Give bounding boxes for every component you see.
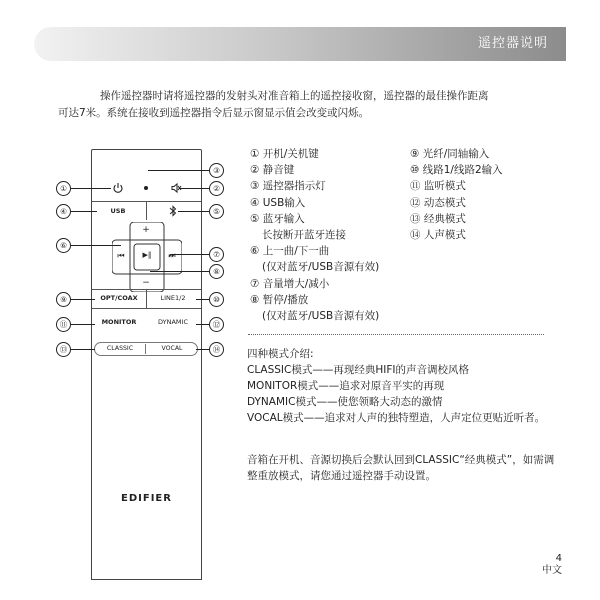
callout-leader [196,299,209,300]
callout-leader [178,211,209,212]
power-icon [112,182,124,194]
remote-divider [92,308,201,309]
remote-control [91,149,202,580]
indicator-light [144,186,148,190]
remote-divider [146,289,147,308]
callout-3: ③ [209,163,224,178]
legend-item-note: (仅对蓝牙/USB音源有效) [262,310,380,323]
callout-1: ① [56,181,71,196]
callout-leader [196,349,209,350]
modes-title: 四种模式介绍: [247,348,314,360]
next-icon: ⏭ [168,251,176,260]
legend-item: ⑥ 上一曲/下一曲 [250,245,330,258]
legend-left [250,146,379,324]
usb-button-label: USB [110,207,126,215]
header-bar [34,27,566,61]
volume-down-label: − [142,278,150,288]
callout-12: ⑫ [209,317,224,332]
legend-item: ⑦ 音量增大/减小 [250,277,330,290]
legend-right [410,146,503,243]
callout-leader [71,188,111,189]
callout-7: ⑦ [209,247,224,262]
callout-leader [148,170,209,171]
legend-item-note: 长按断开蓝牙连接 [262,229,346,242]
legend-item: ⑤ 蓝牙输入 [250,212,305,225]
callout-13: ⑬ [56,342,71,357]
legend-item: ① 开机/关机键 [250,148,319,160]
callout-14: ⑭ [209,342,224,357]
legend-item: ⑭ 人声模式 [410,229,466,242]
legend-item: ⑨ 光纤/同轴输入 [410,148,490,160]
bluetooth-icon [168,205,178,217]
intro-paragraph [58,88,558,122]
mode-classic: CLASSIC模式——再现经典HIFI的声音调校风格 [247,364,469,376]
callout-10: ⑩ [209,292,224,307]
legend-item: ② 静音键 [250,164,295,177]
mode-monitor: MONITOR模式——追求对原音平实的再现 [247,380,445,392]
legend-item-note: (仅对蓝牙/USB音源有效) [262,261,380,274]
mode-vocal: VOCAL模式——追求对人声的独特塑造，人声定位更贴近听者。 [247,412,546,424]
legend-item: ⑪ 监听模式 [410,180,466,193]
dotted-divider [248,334,544,335]
line-button-label: LINE1/2 [160,294,186,302]
intro-line-1: 操作遥控器时请将遥控器的发射头对准音箱上的遥控接收窗，遥控器的最佳操作距离 [100,90,489,102]
mode-dynamic: DYNAMIC模式——使您领略大动态的激情 [247,396,443,408]
legend-item: ⑧ 暂停/播放 [250,293,309,306]
callout-8: ⑧ [209,264,224,279]
legend-item: ⑩ 线路1/线路2输入 [410,164,503,177]
callout-5: ⑤ [209,204,224,219]
play-pause-icon: ▶‖ [142,251,152,259]
callout-leader [71,349,95,350]
classic-button-label: CLASSIC [106,345,134,352]
callout-leader [71,299,95,300]
callout-leader [196,324,209,325]
callout-11: ⑪ [56,317,71,332]
callout-9: ⑨ [56,292,71,307]
legend-item: ③ 遥控器指示灯 [250,180,326,193]
callout-leader [180,188,209,189]
default-mode-note: 音箱在开机、音源切换后会默认回到CLASSIC“经典模式”，如需调整重放模式，请您通过遥控器手动设置。 [247,454,555,482]
callout-leader [71,245,121,246]
page-footer [542,553,562,577]
opt-coax-button-label: OPT/COAX [100,294,138,302]
page-number: 4 [555,553,562,564]
vocal-button-label: VOCAL [161,345,183,352]
previous-icon: ⏮ [117,251,125,260]
legend-item: ⑫ 动态模式 [410,196,466,209]
callout-leader [71,211,97,212]
edifier-logo: EDIFIER [121,493,172,504]
classic-vocal-pill [94,342,198,356]
callout-2: ② [209,181,224,196]
intro-line-2: 可达7米。系统在接收到遥控器指令后显示窗显示值会改变或闪烁。 [58,107,370,119]
callout-leader [150,271,209,272]
page-title: 遥控器说明 [477,36,548,51]
monitor-button-label: MONITOR [101,318,137,326]
callout-leader [71,324,95,325]
callout-leader [170,254,209,255]
dynamic-button-label: DYNAMIC [158,318,188,326]
legend-item: ⑬ 经典模式 [410,212,466,225]
callout-6: ⑥ [56,238,71,253]
callout-4: ④ [56,204,71,219]
remote-divider [146,201,147,220]
page-language: 中文 [542,565,562,576]
pill-separator [145,344,146,354]
volume-up-label: + [142,225,150,235]
legend-item: ④ USB输入 [250,196,306,209]
modes-section [247,346,557,426]
